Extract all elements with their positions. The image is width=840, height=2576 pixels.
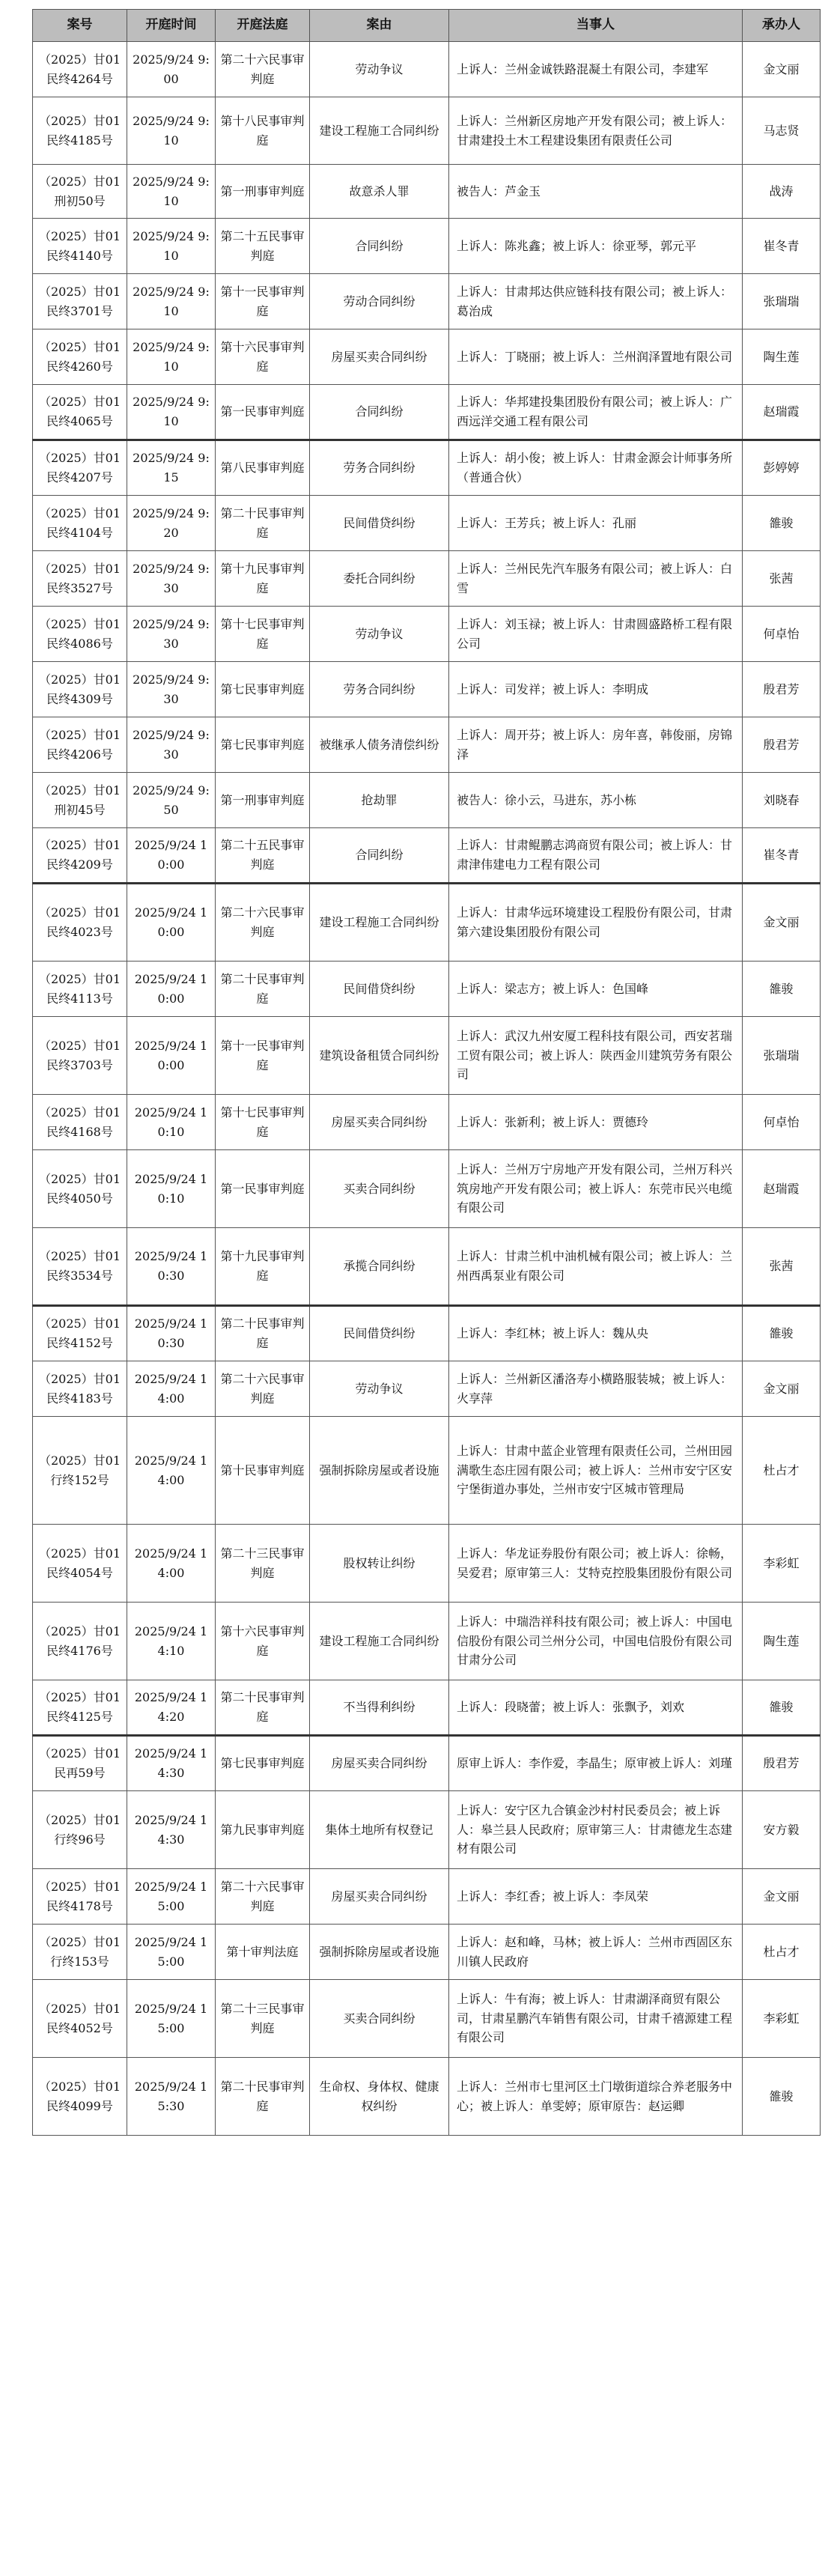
judge-cell: 赵瑞霞 xyxy=(743,1150,821,1228)
judge-cell: 彭婷婷 xyxy=(743,440,821,496)
parties-cell: 上诉人：华龙证券股份有限公司；被上诉人：徐畅，吴爱君；原审第三人：艾特克控股集团股份有限公司 xyxy=(449,1525,743,1603)
case-cause-cell: 被继承人债务清偿纠纷 xyxy=(310,717,449,773)
court-room-cell: 第九民事审判庭 xyxy=(216,1791,310,1869)
table-row xyxy=(33,1603,821,1680)
case-cause-cell: 抢劫罪 xyxy=(310,773,449,828)
hearing-time-cell: 2025/9/24 15:00 xyxy=(127,1980,216,2058)
hearing-time-cell: 2025/9/24 10:00 xyxy=(127,962,216,1017)
table-body xyxy=(33,42,821,2136)
case-cause-cell: 民间借贷纠纷 xyxy=(310,962,449,1017)
judge-cell: 雒骏 xyxy=(743,1680,821,1736)
case-number-cell: （2025）甘01民终4176号 xyxy=(33,1603,127,1680)
parties-cell: 上诉人：胡小俊；被上诉人：甘肃金源会计师事务所（普通合伙） xyxy=(449,440,743,496)
parties-cell: 上诉人：甘肃鲲鹏志鸿商贸有限公司；被上诉人：甘肃津伟建电力工程有限公司 xyxy=(449,828,743,884)
table-row xyxy=(33,329,821,385)
parties-cell: 上诉人：中瑞浩祥科技有限公司；被上诉人：中国电信股份有限公司兰州分公司，中国电信股份有限公司甘肃分公司 xyxy=(449,1603,743,1680)
court-room-cell: 第十一民事审判庭 xyxy=(216,274,310,329)
case-cause-cell: 房屋买卖合同纠纷 xyxy=(310,1095,449,1150)
judge-cell: 金文丽 xyxy=(743,884,821,962)
table-row xyxy=(33,1017,821,1095)
hearing-time-cell: 2025/9/24 10:30 xyxy=(127,1306,216,1361)
court-room-cell: 第七民事审判庭 xyxy=(216,1736,310,1791)
case-number-cell: （2025）甘01民终4264号 xyxy=(33,42,127,97)
hearing-time-cell: 2025/9/24 14:10 xyxy=(127,1603,216,1680)
case-number-cell: （2025）甘01民终4185号 xyxy=(33,97,127,165)
table-row xyxy=(33,717,821,773)
parties-cell: 上诉人：武汉九州安厦工程科技有限公司，西安茗瑞工贸有限公司；被上诉人：陕西金川建筑劳务有限公司 xyxy=(449,1017,743,1095)
court-room-cell: 第二十五民事审判庭 xyxy=(216,828,310,884)
hearing-schedule-table xyxy=(32,9,821,2136)
hearing-time-cell: 2025/9/24 9:30 xyxy=(127,551,216,607)
hearing-time-cell: 2025/9/24 14:30 xyxy=(127,1791,216,1869)
table-row xyxy=(33,274,821,329)
case-number-cell: （2025）甘01民终4309号 xyxy=(33,662,127,717)
court-room-cell: 第二十五民事审判庭 xyxy=(216,219,310,274)
case-number-cell: （2025）甘01民终3527号 xyxy=(33,551,127,607)
case-number-cell: （2025）甘01民终4065号 xyxy=(33,385,127,440)
case-cause-cell: 劳动争议 xyxy=(310,607,449,662)
parties-cell: 被告人：芦金玉 xyxy=(449,165,743,219)
table-row xyxy=(33,2058,821,2136)
court-room-cell: 第十审判法庭 xyxy=(216,1925,310,1980)
hearing-time-cell: 2025/9/24 9:30 xyxy=(127,662,216,717)
parties-cell: 上诉人：赵和峰，马林；被上诉人：兰州市西固区东川镇人民政府 xyxy=(449,1925,743,1980)
court-room-cell: 第十民事审判庭 xyxy=(216,1417,310,1525)
case-cause-cell: 民间借贷纠纷 xyxy=(310,496,449,551)
hearing-time-cell: 2025/9/24 9:00 xyxy=(127,42,216,97)
case-number-cell: （2025）甘01民终4183号 xyxy=(33,1361,127,1417)
judge-cell: 杜占才 xyxy=(743,1925,821,1980)
parties-cell: 上诉人：周开芬；被上诉人：房年喜，韩俊丽，房锦泽 xyxy=(449,717,743,773)
case-number-cell: （2025）甘01行终96号 xyxy=(33,1791,127,1869)
case-cause-cell: 房屋买卖合同纠纷 xyxy=(310,1869,449,1925)
header-cause: 案由 xyxy=(310,10,449,42)
court-room-cell: 第二十民事审判庭 xyxy=(216,1306,310,1361)
judge-cell: 刘晓春 xyxy=(743,773,821,828)
table-row xyxy=(33,662,821,717)
hearing-time-cell: 2025/9/24 14:00 xyxy=(127,1525,216,1603)
parties-cell: 上诉人：兰州新区潘洛寿小横路服装城；被上诉人：火享萍 xyxy=(449,1361,743,1417)
judge-cell: 安方毅 xyxy=(743,1791,821,1869)
parties-cell: 上诉人：安宁区九合镇金沙村村民委员会；被上诉人：皋兰县人民政府；原审第三人：甘肃德龙生态建材有限公司 xyxy=(449,1791,743,1869)
case-cause-cell: 故意杀人罪 xyxy=(310,165,449,219)
case-cause-cell: 建设工程施工合同纠纷 xyxy=(310,1603,449,1680)
case-cause-cell: 建设工程施工合同纠纷 xyxy=(310,884,449,962)
table-row xyxy=(33,607,821,662)
hearing-time-cell: 2025/9/24 9:10 xyxy=(127,165,216,219)
table-row xyxy=(33,1417,821,1525)
table-row xyxy=(33,1980,821,2058)
header-parties: 当事人 xyxy=(449,10,743,42)
court-room-cell: 第十一民事审判庭 xyxy=(216,1017,310,1095)
parties-cell: 上诉人：丁晓丽；被上诉人：兰州润泽置地有限公司 xyxy=(449,329,743,385)
case-number-cell: （2025）甘01民终3701号 xyxy=(33,274,127,329)
hearing-time-cell: 2025/9/24 9:10 xyxy=(127,97,216,165)
judge-cell: 殷君芳 xyxy=(743,662,821,717)
table-row xyxy=(33,962,821,1017)
parties-cell: 上诉人：王芳兵；被上诉人：孔丽 xyxy=(449,496,743,551)
court-room-cell: 第十六民事审判庭 xyxy=(216,329,310,385)
table-row xyxy=(33,1228,821,1306)
court-room-cell: 第二十六民事审判庭 xyxy=(216,884,310,962)
parties-cell: 被告人：徐小云，马进东，苏小栋 xyxy=(449,773,743,828)
judge-cell: 张茜 xyxy=(743,551,821,607)
case-number-cell: （2025）甘01民终4113号 xyxy=(33,962,127,1017)
case-cause-cell: 生命权、身体权、健康权纠纷 xyxy=(310,2058,449,2136)
court-room-cell: 第二十三民事审判庭 xyxy=(216,1525,310,1603)
court-room-cell: 第十八民事审判庭 xyxy=(216,97,310,165)
hearing-time-cell: 2025/9/24 9:15 xyxy=(127,440,216,496)
court-room-cell: 第十九民事审判庭 xyxy=(216,1228,310,1306)
judge-cell: 何卓怡 xyxy=(743,1095,821,1150)
table-row xyxy=(33,42,821,97)
case-number-cell: （2025）甘01民终4140号 xyxy=(33,219,127,274)
case-number-cell: （2025）甘01民终4260号 xyxy=(33,329,127,385)
court-room-cell: 第十六民事审判庭 xyxy=(216,1603,310,1680)
hearing-time-cell: 2025/9/24 15:30 xyxy=(127,2058,216,2136)
hearing-time-cell: 2025/9/24 9:10 xyxy=(127,274,216,329)
case-number-cell: （2025）甘01刑初45号 xyxy=(33,773,127,828)
table-row xyxy=(33,1680,821,1736)
case-cause-cell: 劳务合同纠纷 xyxy=(310,662,449,717)
case-number-cell: （2025）甘01民终4209号 xyxy=(33,828,127,884)
table-row xyxy=(33,1869,821,1925)
court-room-cell: 第十七民事审判庭 xyxy=(216,1095,310,1150)
table-row xyxy=(33,1361,821,1417)
hearing-time-cell: 2025/9/24 9:10 xyxy=(127,385,216,440)
case-cause-cell: 合同纠纷 xyxy=(310,385,449,440)
judge-cell: 杜占才 xyxy=(743,1417,821,1525)
court-room-cell: 第二十六民事审判庭 xyxy=(216,1869,310,1925)
judge-cell: 崔冬青 xyxy=(743,219,821,274)
header-court: 开庭法庭 xyxy=(216,10,310,42)
case-cause-cell: 民间借贷纠纷 xyxy=(310,1306,449,1361)
judge-cell: 殷君芳 xyxy=(743,717,821,773)
court-room-cell: 第二十六民事审判庭 xyxy=(216,42,310,97)
parties-cell: 上诉人：甘肃华远环境建设工程股份有限公司，甘肃第六建设集团股份有限公司 xyxy=(449,884,743,962)
court-room-cell: 第二十民事审判庭 xyxy=(216,496,310,551)
judge-cell: 战涛 xyxy=(743,165,821,219)
hearing-time-cell: 2025/9/24 9:10 xyxy=(127,219,216,274)
court-room-cell: 第十九民事审判庭 xyxy=(216,551,310,607)
case-number-cell: （2025）甘01民终4168号 xyxy=(33,1095,127,1150)
header-time: 开庭时间 xyxy=(127,10,216,42)
hearing-time-cell: 2025/9/24 10:10 xyxy=(127,1095,216,1150)
judge-cell: 金文丽 xyxy=(743,42,821,97)
judge-cell: 雒骏 xyxy=(743,2058,821,2136)
case-number-cell: （2025）甘01民终4206号 xyxy=(33,717,127,773)
case-cause-cell: 劳务合同纠纷 xyxy=(310,440,449,496)
hearing-time-cell: 2025/9/24 10:00 xyxy=(127,884,216,962)
case-number-cell: （2025）甘01民终4125号 xyxy=(33,1680,127,1736)
case-cause-cell: 不当得利纠纷 xyxy=(310,1680,449,1736)
hearing-time-cell: 2025/9/24 14:30 xyxy=(127,1736,216,1791)
parties-cell: 上诉人：段晓蕾；被上诉人：张飘予，刘欢 xyxy=(449,1680,743,1736)
hearing-time-cell: 2025/9/24 14:20 xyxy=(127,1680,216,1736)
judge-cell: 金文丽 xyxy=(743,1869,821,1925)
hearing-time-cell: 2025/9/24 10:10 xyxy=(127,1150,216,1228)
judge-cell: 殷君芳 xyxy=(743,1736,821,1791)
case-number-cell: （2025）甘01民终4050号 xyxy=(33,1150,127,1228)
case-cause-cell: 委托合同纠纷 xyxy=(310,551,449,607)
parties-cell: 上诉人：兰州万宁房地产开发有限公司，兰州万科兴筑房地产开发有限公司；被上诉人：东莞市民兴电缆有限公司 xyxy=(449,1150,743,1228)
court-room-cell: 第二十三民事审判庭 xyxy=(216,1980,310,2058)
case-number-cell: （2025）甘01民终4086号 xyxy=(33,607,127,662)
case-cause-cell: 承揽合同纠纷 xyxy=(310,1228,449,1306)
case-number-cell: （2025）甘01民终4207号 xyxy=(33,440,127,496)
case-cause-cell: 合同纠纷 xyxy=(310,828,449,884)
table-row xyxy=(33,1306,821,1361)
case-number-cell: （2025）甘01民终4023号 xyxy=(33,884,127,962)
case-number-cell: （2025）甘01民终4104号 xyxy=(33,496,127,551)
case-cause-cell: 建筑设备租赁合同纠纷 xyxy=(310,1017,449,1095)
table-row xyxy=(33,1525,821,1603)
parties-cell: 上诉人：张新利；被上诉人：贾德玲 xyxy=(449,1095,743,1150)
table-row xyxy=(33,551,821,607)
table-row xyxy=(33,385,821,440)
table-row xyxy=(33,496,821,551)
parties-cell: 上诉人：李红林；被上诉人：魏从央 xyxy=(449,1306,743,1361)
case-cause-cell: 建设工程施工合同纠纷 xyxy=(310,97,449,165)
hearing-time-cell: 2025/9/24 10:00 xyxy=(127,1017,216,1095)
case-number-cell: （2025）甘01刑初50号 xyxy=(33,165,127,219)
parties-cell: 上诉人：刘玉禄；被上诉人：甘肃圆盛路桥工程有限公司 xyxy=(449,607,743,662)
hearing-time-cell: 2025/9/24 14:00 xyxy=(127,1361,216,1417)
court-room-cell: 第一刑事审判庭 xyxy=(216,773,310,828)
case-number-cell: （2025）甘01民终4052号 xyxy=(33,1980,127,2058)
court-room-cell: 第一民事审判庭 xyxy=(216,385,310,440)
parties-cell: 上诉人：甘肃兰机中油机械有限公司；被上诉人：兰州西禹泵业有限公司 xyxy=(449,1228,743,1306)
hearing-time-cell: 2025/9/24 9:20 xyxy=(127,496,216,551)
judge-cell: 雒骏 xyxy=(743,496,821,551)
table-row xyxy=(33,1150,821,1228)
parties-cell: 上诉人：牛有海；被上诉人：甘肃湖泽商贸有限公司，甘肃星鹏汽车销售有限公司，甘肃千禧源建工程有限公司 xyxy=(449,1980,743,2058)
header-judge: 承办人 xyxy=(743,10,821,42)
parties-cell: 上诉人：梁志方；被上诉人：色国峰 xyxy=(449,962,743,1017)
parties-cell: 上诉人：兰州民先汽车服务有限公司；被上诉人：白雪 xyxy=(449,551,743,607)
case-number-cell: （2025）甘01民再59号 xyxy=(33,1736,127,1791)
parties-cell: 上诉人：华邦建投集团股份有限公司；被上诉人：广西远洋交通工程有限公司 xyxy=(449,385,743,440)
case-number-cell: （2025）甘01民终4152号 xyxy=(33,1306,127,1361)
judge-cell: 马志贤 xyxy=(743,97,821,165)
judge-cell: 雒骏 xyxy=(743,1306,821,1361)
parties-cell: 上诉人：陈兆鑫；被上诉人：徐亚琴，郭元平 xyxy=(449,219,743,274)
table-row xyxy=(33,97,821,165)
court-room-cell: 第二十民事审判庭 xyxy=(216,1680,310,1736)
judge-cell: 金文丽 xyxy=(743,1361,821,1417)
hearing-time-cell: 2025/9/24 14:00 xyxy=(127,1417,216,1525)
court-room-cell: 第二十民事审判庭 xyxy=(216,2058,310,2136)
table-row xyxy=(33,884,821,962)
parties-cell: 上诉人：李红香；被上诉人：李凤荣 xyxy=(449,1869,743,1925)
table-header-row xyxy=(33,10,821,42)
court-room-cell: 第二十民事审判庭 xyxy=(216,962,310,1017)
table-row xyxy=(33,165,821,219)
judge-cell: 张茜 xyxy=(743,1228,821,1306)
parties-cell: 原审上诉人：李作爱，李晶生；原审被上诉人：刘瑾 xyxy=(449,1736,743,1791)
hearing-time-cell: 2025/9/24 15:00 xyxy=(127,1925,216,1980)
hearing-time-cell: 2025/9/24 9:30 xyxy=(127,607,216,662)
case-cause-cell: 劳动争议 xyxy=(310,42,449,97)
case-cause-cell: 劳动争议 xyxy=(310,1361,449,1417)
judge-cell: 陶生莲 xyxy=(743,329,821,385)
judge-cell: 崔冬青 xyxy=(743,828,821,884)
court-room-cell: 第八民事审判庭 xyxy=(216,440,310,496)
case-number-cell: （2025）甘01民终3534号 xyxy=(33,1228,127,1306)
table-row xyxy=(33,1925,821,1980)
parties-cell: 上诉人：司发祥；被上诉人：李明成 xyxy=(449,662,743,717)
parties-cell: 上诉人：甘肃邦达供应链科技有限公司；被上诉人：葛治成 xyxy=(449,274,743,329)
table-row xyxy=(33,773,821,828)
hearing-time-cell: 2025/9/24 15:00 xyxy=(127,1869,216,1925)
case-cause-cell: 买卖合同纠纷 xyxy=(310,1150,449,1228)
parties-cell: 上诉人：兰州新区房地产开发有限公司；被上诉人：甘肃建投土木工程建设集团有限责任公司 xyxy=(449,97,743,165)
table-row xyxy=(33,1736,821,1791)
case-cause-cell: 集体土地所有权登记 xyxy=(310,1791,449,1869)
table-row xyxy=(33,1791,821,1869)
court-room-cell: 第十七民事审判庭 xyxy=(216,607,310,662)
header-case-no: 案号 xyxy=(33,10,127,42)
hearing-time-cell: 2025/9/24 10:30 xyxy=(127,1228,216,1306)
table-row xyxy=(33,1095,821,1150)
judge-cell: 李彩虹 xyxy=(743,1980,821,2058)
court-room-cell: 第二十六民事审判庭 xyxy=(216,1361,310,1417)
parties-cell: 上诉人：兰州金诚铁路混凝土有限公司，李建军 xyxy=(449,42,743,97)
hearing-time-cell: 2025/9/24 9:10 xyxy=(127,329,216,385)
table-row xyxy=(33,828,821,884)
case-number-cell: （2025）甘01行终152号 xyxy=(33,1417,127,1525)
case-cause-cell: 房屋买卖合同纠纷 xyxy=(310,1736,449,1791)
judge-cell: 张瑞瑞 xyxy=(743,1017,821,1095)
judge-cell: 赵瑞霞 xyxy=(743,385,821,440)
hearing-time-cell: 2025/9/24 9:50 xyxy=(127,773,216,828)
case-number-cell: （2025）甘01民终4178号 xyxy=(33,1869,127,1925)
judge-cell: 陶生莲 xyxy=(743,1603,821,1680)
parties-cell: 上诉人：兰州市七里河区土门墩街道综合养老服务中心；被上诉人：单雯婷；原审原告：赵运卿 xyxy=(449,2058,743,2136)
case-number-cell: （2025）甘01行终153号 xyxy=(33,1925,127,1980)
case-number-cell: （2025）甘01民终3703号 xyxy=(33,1017,127,1095)
judge-cell: 何卓怡 xyxy=(743,607,821,662)
judge-cell: 李彩虹 xyxy=(743,1525,821,1603)
court-room-cell: 第七民事审判庭 xyxy=(216,717,310,773)
table-row xyxy=(33,440,821,496)
case-cause-cell: 劳动合同纠纷 xyxy=(310,274,449,329)
parties-cell: 上诉人：甘肃中蓝企业管理有限责任公司，兰州田园满歌生态庄园有限公司；被上诉人：兰州市安宁区安宁堡街道办事处，兰州市安宁区城市管理局 xyxy=(449,1417,743,1525)
court-room-cell: 第一刑事审判庭 xyxy=(216,165,310,219)
case-cause-cell: 股权转让纠纷 xyxy=(310,1525,449,1603)
case-cause-cell: 强制拆除房屋或者设施 xyxy=(310,1925,449,1980)
case-cause-cell: 房屋买卖合同纠纷 xyxy=(310,329,449,385)
case-cause-cell: 合同纠纷 xyxy=(310,219,449,274)
court-room-cell: 第一民事审判庭 xyxy=(216,1150,310,1228)
judge-cell: 张瑞瑞 xyxy=(743,274,821,329)
case-number-cell: （2025）甘01民终4054号 xyxy=(33,1525,127,1603)
case-cause-cell: 买卖合同纠纷 xyxy=(310,1980,449,2058)
case-cause-cell: 强制拆除房屋或者设施 xyxy=(310,1417,449,1525)
hearing-time-cell: 2025/9/24 10:00 xyxy=(127,828,216,884)
table-row xyxy=(33,219,821,274)
hearing-time-cell: 2025/9/24 9:30 xyxy=(127,717,216,773)
case-number-cell: （2025）甘01民终4099号 xyxy=(33,2058,127,2136)
judge-cell: 雒骏 xyxy=(743,962,821,1017)
court-room-cell: 第七民事审判庭 xyxy=(216,662,310,717)
